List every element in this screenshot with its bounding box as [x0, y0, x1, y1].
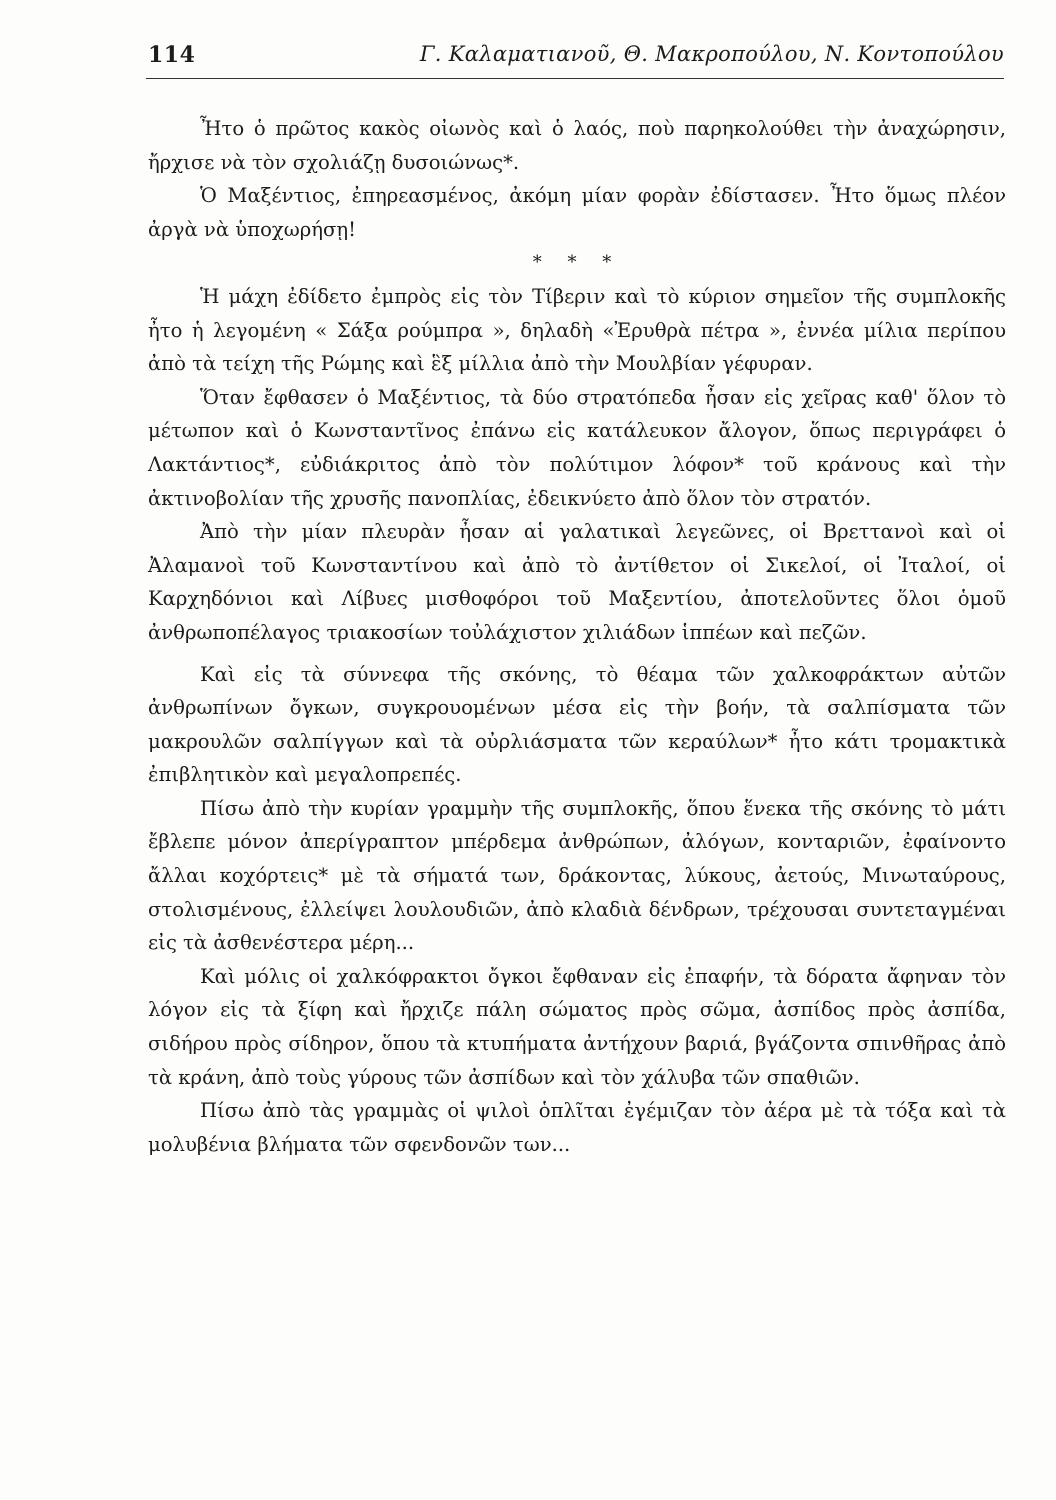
page-number: 114	[148, 42, 196, 68]
page-header	[146, 38, 1004, 79]
paragraph: Πίσω ἀπὸ τὴν κυρίαν γραμμὴν τῆς συμπλοκῆς, ὅπου ἕνεκα τῆς σκόνης τὸ μάτι ἔβλεπε μόνον ἀπερίγραπτον μπέρδεμα ἀνθρώπων, ἀλόγων, κονταριῶν, ἐφαίνοντο ἄλλαι κοχόρτεις* μὲ τὰ σήματά των, δράκοντας, λύκους, ἀετούς, Μινωταύρους, στολισμένους, ἐλλείψει λουλουδιῶν, ἀπὸ κλαδιὰ δένδρων, τρέχουσαι συντεταγμέναι εἰς τὰ ἀσθενέστερα μέρη...	[148, 796, 1006, 955]
paragraph: Καὶ εἰς τὰ σύννεφα τῆς σκόνης, τὸ θέαμα τῶν χαλκοφράκτων αὐτῶν ἀνθρωπίνων ὄγκων, συγκρουομένων μέσα εἰς τὴν βοήν, τὰ σαλπίσματα τῶν μακρουλῶν σαλπίγγων καὶ τὰ οὐρλιάσματα τῶν κεραύλων* ἦτο κάτι τρομακτικὰ ἐπιβλητικὸν καὶ μεγαλοπρεπές.	[148, 662, 1006, 787]
paragraph: Ἀπὸ τὴν μίαν πλευρὰν ἦσαν αἱ γαλατικαὶ λεγεῶνες, οἱ Βρεττανοὶ καὶ οἱ Ἀλαμανοὶ τοῦ Κωνσταντίνου καὶ ἀπὸ τὸ ἀντίθετον οἱ Σικελοί, οἱ Ἰταλοί, οἱ Καρχηδόνιοι καὶ Λίβυες μισθοφόροι τοῦ Μαξεντίου, ἀποτελοῦντες ὅλοι ὁμοῦ ἀνθρωποπέλαγος τριακοσίων τοὐλάχιστον χιλιάδων ἱππέων καὶ πεζῶν.	[148, 520, 1006, 644]
paragraph: Ὁ Μαξέντιος, ἐπηρεασμένος, ἀκόμη μίαν φορὰν ἐδίστασεν. Ἦτο ὅμως πλέον ἀργὰ νὰ ὑποχωρήσῃ!	[148, 184, 1006, 241]
paragraph: Ἦτο ὁ πρῶτος κακὸς οἰωνὸς καὶ ὁ λαός, ποὺ παρηκολούθει τὴν ἀναχώρησιν, ἤρχισε νὰ τὸν σχολιάζῃ δυσοιώνως*.	[148, 117, 1006, 174]
paragraph: Ἡ μάχη ἐδίδετο ἐμπρὸς εἰς τὸν Τίβεριν καὶ τὸ κύριον σημεῖον τῆς συμπλοκῆς ἦτο ἡ λεγομένη « Σάξα ρούμπρα », δηλαδὴ «Ἐρυθρὰ πέτρα », ἐννέα μίλια περίπου ἀπὸ τὰ τείχη τῆς Ρώμης καὶ ἓξ μίλλια ἀπὸ τὴν Μουλβίαν γέφυραν.	[148, 284, 1006, 376]
paragraph: Πίσω ἀπὸ τὰς γραμμὰς οἱ ψιλοὶ ὁπλῖται ἐγέμιζαν τὸν ἀέρα μὲ τὰ τόξα καὶ τὰ μολυβένια βλήματα τῶν σφενδονῶν των...	[148, 1099, 1006, 1156]
paragraph: Καὶ μόλις οἱ χαλκόφρακτοι ὄγκοι ἔφθαναν εἰς ἐπαφήν, τὰ δόρατα ἄφηναν τὸν λόγον εἰς τὰ ξίφη καὶ ἤρχιζε πάλη σώματος πρὸς σῶμα, ἀσπίδος πρὸς ἀσπίδα, σιδήρου πρὸς σίδηρον, ὅπου τὰ κτυπήματα ἀντήχουν βαριά, βγάζοντα σπινθῆρας ἀπὸ τὰ κράνη, ἀπὸ τοὺς γύρους τῶν ἀσπίδων καὶ τὸν χάλυβα τῶν σπαθιῶν.	[148, 964, 1006, 1089]
body-text	[148, 112, 1006, 1161]
section-break: * * *	[532, 252, 622, 274]
running-head: Γ. Καλαματιανοῦ, Θ. Μακροπούλου, Ν. Κοντοπούλου	[419, 42, 1004, 66]
paragraph: Ὅταν ἔφθασεν ὁ Μαξέντιος, τὰ δύο στρατόπεδα ἦσαν εἰς χεῖρας καθ' ὅλον τὸ μέτωπον καὶ ὁ Κωνσταντῖνος ἐπάνω εἰς κατάλευκον ἄλογον, ὅπως περιγράφει ὁ Λακτάντιος*, εὐδιάκριτος ἀπὸ τὸν πολύτιμον λόφον* τοῦ κράνους καὶ τὴν ἀκτινοβολίαν τῆς χρυσῆς πανοπλίας, ἐδεικνύετο ἀπὸ ὅλον τὸν στρατόν.	[148, 385, 1006, 510]
